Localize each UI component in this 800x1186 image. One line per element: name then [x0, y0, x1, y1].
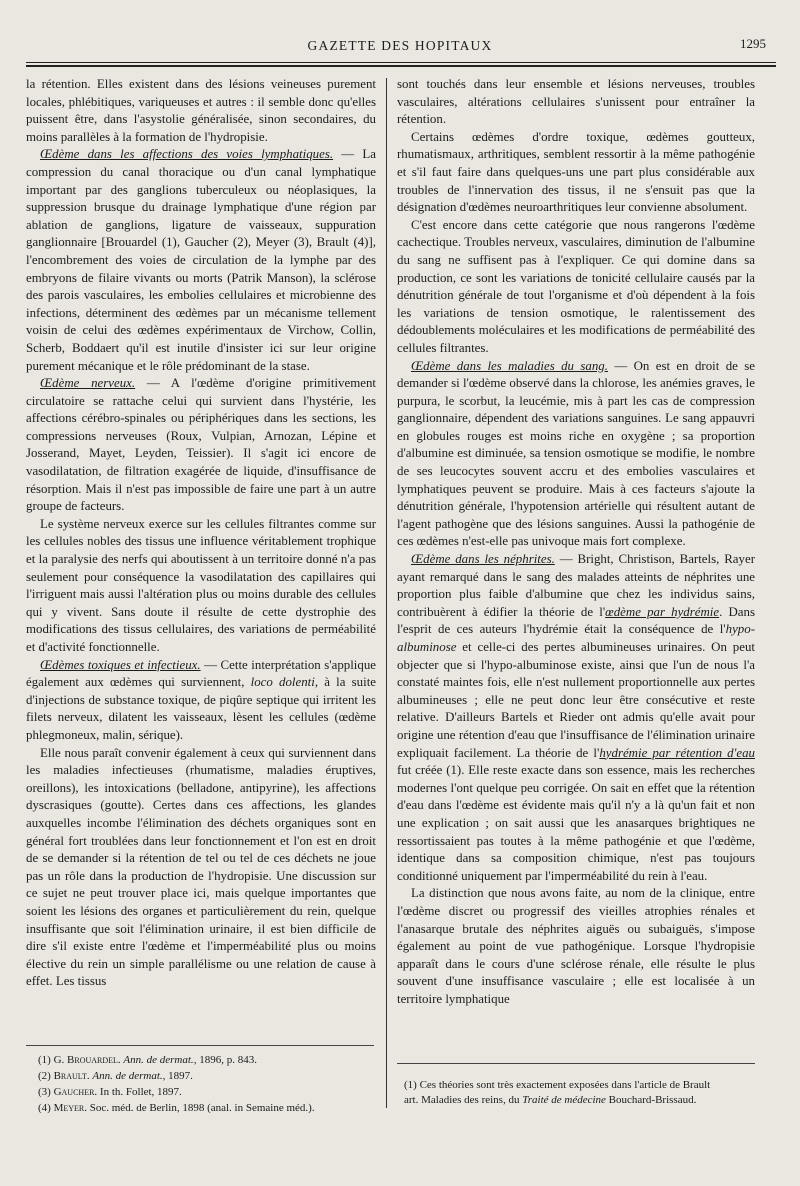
footnote [38, 1052, 378, 1068]
footnote-author: G. Brouardel. [53, 1054, 121, 1066]
running-title: GAZETTE DES HOPITAUX [307, 38, 493, 53]
section-heading: Œdème dans les néphrites. [411, 552, 555, 567]
footnote-text: art. Maladies des reins, du [404, 1094, 523, 1106]
left-column [26, 76, 376, 991]
footnote-author: Meyer. [53, 1102, 87, 1114]
footnote-ref: Soc. méd. de Berlin, 1898 (anal. in Semaine méd.). [89, 1102, 315, 1114]
paragraph-text: — La compression du canal thoracique ou d'un canal lymphatique important par des ganglions tuberculeux ou néoplasiques, la suppression brusque du drainage lymphatique d'une région par ablation de ganglions, ligature de vaisseaux, suppuration ganglionnaire [Brouardel (1), Gaucher (2), Meyer (3), Brault (4)], l'encombrement des voies de circulation de la lymphe par des embryons de filaire vivants ou morts (Patrik Manson), la sclérose des parois vasculaires, les embolies cellulaires et microbienne des infections, déterminent des œdèmes par un mécanisme tellement voisin de celui des œdèmes expérimentaux de Virchow, Collin, Scherb, Boddaert qu'il est inutile d'insister ici sur leur origine purement mécanique et le rôle prédominant de la stase. [26, 147, 376, 373]
footnote-ref: Ann. de dermat. [123, 1054, 194, 1066]
footnote-rule [397, 1063, 755, 1064]
paragraph-text: — Bright, Christison, Bartels, Rayer ayant remarqué dans le sang des malades atteints de néphrites une proportion plus faible d'albumine que chez les individus sains, contribuèrent à édifier la théorie de l' [397, 552, 755, 619]
column-divider [386, 78, 387, 1108]
footnote-number: (2) [38, 1070, 51, 1082]
footnote-text: (1) Ces théories sont très exactement exposées dans l'article de Brault [404, 1079, 711, 1091]
footnote [38, 1100, 378, 1116]
paragraph-nephritis [397, 551, 755, 885]
paragraph-text: fut créée (1). Elle reste exacte dans son essence, mais les recherches modernes l'ont quelque peu corrigée. On sait en effet que la rétention d'eau dans l'œdème est évidente mais qu'il n'y a là qu'un fait et non une explication ; on sait aussi que les anasarques brightiques ne ressortissaient pas toutes à la même pathogénie et que l'œdème, identique dans sa composition chimique, n'est pas toujours conditionné uniquement par l'imperméabilité du rein à l'eau. [397, 763, 755, 883]
paragraph-text: , à la suite d'injections de substance toxique, de piqûre septique qui irritent les filets nerveux, dilatent les vaisseaux, lèsent les cellules (œdème phlegmoneux, malin, sérique). [26, 675, 377, 742]
page-header [0, 38, 800, 62]
page-number: 1295 [740, 36, 766, 51]
footnote-right [404, 1078, 756, 1108]
paragraph: la rétention. Elles existent dans des lésions veineuses purement locales, phlébitiques, variqueuses et autres : il semble donc qu'elles puissent être, dans l'asystolie généralisée, sinon secondaires, du moins parallèles à la formation de l'hydropisie. [26, 77, 376, 144]
section-heading: Œdèmes toxiques et infectieux. [40, 657, 201, 672]
paragraph-text: . Dans l'esprit de ces auteurs l'hydrémie était la conséquence de l' [397, 604, 755, 637]
footnote-rest: , 1897. [162, 1070, 193, 1082]
header-rule-thick [26, 65, 776, 67]
paragraph: Elle nous paraît convenir également à ceux qui surviennent dans les maladies infectieuses (rhumatisme, maladies éruptives, oreillons), les intoxications (belladone, antipyrine), les affections dyscrasiques (goutte). Certes dans ces affections, les glandes auxquelles incombe l'élimination des déchets organiques sont en général fort troublées dans leur fonctionnement et l'on est en droit de se demander si la rétention de tel ou tel de ces déchets ne joue pas un rôle dans la production de l'hydropisie. Une discussion sur ce sujet ne peut trouver place ici, mais quelque importantes que soient les lésions des organes et particulièrement du rein, quelque insuffisante que soit l'élimination urinaire, il est bien difficile de dire s'il existe entre l'œdème et l'imperméabilité plus ou moins élective du rein un simple parallélisme ou une relation de cause à effet. Les tissus [26, 745, 376, 989]
paragraph-nervous [26, 375, 376, 516]
paragraph-text: — Cette interprétation s'applique également aux œdèmes qui surviennent, [26, 657, 377, 690]
paragraph: C'est encore dans cette catégorie que nous rangerons l'œdème cachectique. Troubles nerveux, vasculaires, diminution de l'albumine du sang ne suffisent pas à l'expliquer. Ce qui domine dans sa production, ce sont les variations de tonicité cellulaire causés par la dénutrition générale de tout l'organisme et d'où dépendent à la fois les variations de tension osmotique, le ralentissement des dédoublements moléculaires et les modifications de perméabilité des cellules filtrantes. [397, 217, 755, 355]
footnote-ref: Traité de médecine [522, 1094, 606, 1106]
footnote-author: Gaucher. [53, 1086, 98, 1098]
paragraph-text: et celle-ci des pertes albumineuses urinaires. On peut objecter que si l'hypo-albuminose existe, ainsi que l'un de nous l'a constaté maintes fois, elle n'est nullement proportionnelle aux pertes albumineuses ; elle ne peut donc leur être consécutive et reste relative. D'ailleurs Bartels et Rieder ont admis qu'elle avait pour origine une rétention d'eau que l'insuffisance de l'élimination urinaire expliquait facilement. La théorie de l' [397, 640, 755, 760]
footnote-number: (3) [38, 1086, 51, 1098]
footnote-author: Brault. [53, 1070, 90, 1082]
paragraph: Le système nerveux exerce sur les cellules filtrantes comme sur les cellules nobles des tissus une influence véritablement trophique et la paralysie des nerfs qui aboutissent à un territoire donné n'a pas seulement pour conséquence la vasodilatation des capillaires qui l'irriguent mais aussi l'altération plus ou moins durable des cellules qui y vivent. Sans doute il résulte de cette dystrophie des modifications des tissus cellulaires, des variations de perméabilité et d'activité fonctionnelle. [26, 516, 376, 654]
paragraph-toxic [26, 657, 376, 745]
section-heading: Œdème nerveux. [40, 376, 136, 391]
italic-term: loco dolenti [250, 675, 315, 690]
footnote [38, 1068, 378, 1084]
footnote-rest: , 1896, p. 843. [193, 1054, 257, 1066]
italic-term: hypo-albuminose [397, 622, 755, 654]
footnote-ref: Ann. de dermat. [92, 1070, 163, 1082]
section-heading: Œdème dans les maladies du sang. [411, 358, 608, 373]
paragraph: La distinction que nous avons faite, au nom de la clinique, entre l'œdème discret ou progressif des vieilles atrophies rénales et l'anasarque brutale des néphrites aiguës ou subaiguës, s'impose également au point de vue pathogénique. Lorsque l'hydropisie apparaît dans le cours d'une sclérose rénale, elle résulte le plus souvent d'une insuffisance vasculaire ; elle est localisée à un territoire lymphatique [397, 886, 755, 1006]
paragraph: sont touchés dans leur ensemble et lésions nerveuses, troubles vasculaires, altérations cellulaires s'unissent pour entraîner la rétention. [397, 77, 755, 127]
paragraph-lymphatic [26, 146, 376, 375]
paragraph-blood [397, 358, 755, 552]
footnote-number: (1) [38, 1054, 51, 1066]
footnote-rule [26, 1045, 374, 1046]
paragraph: Certains œdèmes d'ordre toxique, œdèmes goutteux, rhumatismaux, arthritiques, semblent ressortir à la même pathogénie et s'il faut faire dans quelques-uns une part plus considérable aux troubles de l'innervation des tissus, il ne s'ensuit pas que la désignation d'œdèmes neuroarthritiques leur convienne absolument. [397, 129, 755, 215]
paragraph-text: — A l'œdème d'origine primitivement circulatoire se rattache celui qui survient dans l'hystérie, les affections cérébro-spinales ou périphériques dans les sections, les compressions nerveuses (Roux, Vulpian, Arnozan, Lépine et Josserand, Mayet, Leyden, Teissier). Il s'agit ici encore de vasodilatation, de filtration exagérée de liquide, d'insuffisance de résorption. Mais il n'est pas impossible de faire une part à un autre groupe de facteurs. [26, 376, 376, 514]
footnote [38, 1084, 378, 1100]
footnote-number: (4) [38, 1102, 51, 1114]
footnote-ref: In th. Follet, 1897. [99, 1086, 182, 1098]
footnotes-left [38, 1052, 378, 1116]
underlined-term: œdème par hydrémie [605, 604, 720, 619]
section-heading: Œdème dans les affections des voies lymphatiques. [40, 147, 334, 162]
right-column [397, 76, 755, 1008]
paragraph-text: — On est en droit de se demander si l'œdème observé dans la chlorose, les anémies graves, le purpura, le scorbut, la leucémie, mis à part les cas de compression ganglionnaire, dépendent des variations sanguines. Le sang appauvri en globules rouges est moins riche en oxygène ; sa proportion d'albumine est diminuée, sa tension osmotique se modifie, le nombre de ses leucocytes souvent accru et des embolies vasculaires et lymphatiques peuvent se produire. Mais à ces facteurs s'ajoute la dénutrition générale, l'hypotension artérielle qui résultent autant de l'agent pathogène que des lésions sanguines. Aussi la pathogénie de ces œdèmes n'est-elle pas univoque mais fort complexe. [397, 358, 755, 549]
header-rule [26, 62, 776, 63]
underlined-term: hydrémie par rétention d'eau [599, 745, 755, 760]
footnote-text: Bouchard-Brissaud. [605, 1094, 697, 1106]
